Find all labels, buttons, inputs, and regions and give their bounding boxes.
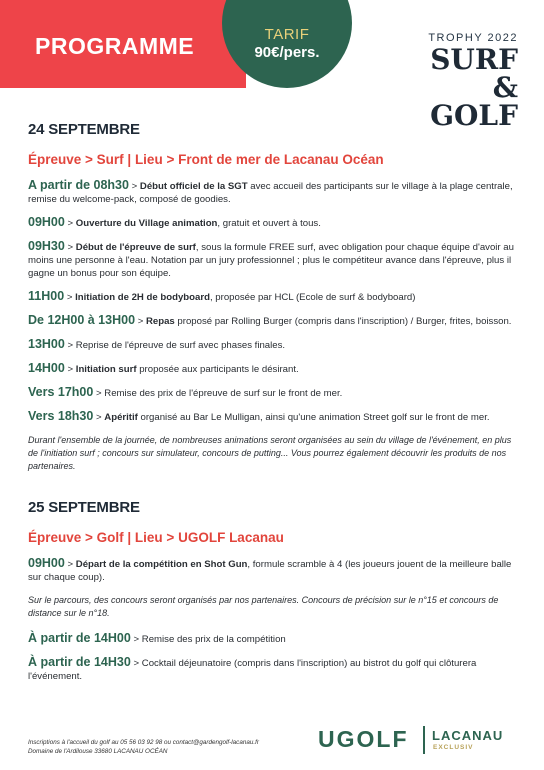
schedule-item: Vers 17h00 > Remise des prix de l'épreuve de surf sur le front de mer. bbox=[28, 385, 343, 399]
schedule-time: Vers 17h00 bbox=[28, 385, 94, 399]
schedule-item: De 12H00 à 13H00 > Repas proposé par Rolling Burger (compris dans l'inscription) / Burger, frites, boisson. bbox=[28, 313, 512, 327]
schedule-item: 13H00 > Reprise de l'épreuve de surf avec phases finales. bbox=[28, 337, 286, 351]
schedule-item: 14H00 > Initiation surf proposée aux participants le désirant. bbox=[28, 361, 299, 375]
schedule-item: Vers 18h30 > Apéritif organisé au Bar Le Mulligan, ainsi qu'une animation Street golf sur le front de mer. bbox=[28, 409, 490, 423]
schedule-text: Remise des prix de l'épreuve de surf sur le front de mer. bbox=[104, 388, 343, 399]
schedule-text: avec accueil des participants sur le village à la plage centrale, remise du welcome-pack, composé de goodies. bbox=[28, 181, 513, 205]
schedule-highlight: Repas bbox=[145, 316, 175, 327]
schedule-time: 11H00 bbox=[28, 289, 65, 303]
schedule-highlight: Apéritif bbox=[104, 412, 138, 423]
schedule-item: À partir de 14H30 > Cocktail déjeunatoire (compris dans l'inscription) au bistrot du golf qui clôturera l'événement. bbox=[28, 655, 477, 682]
schedule-highlight: Ouverture du Village animation bbox=[75, 218, 218, 229]
brand-line-surf: SURF bbox=[430, 43, 518, 76]
schedule-time: 13H00 bbox=[28, 337, 65, 351]
schedule-text: Cocktail déjeunatoire (compris dans l'inscription) au bistrot du golf qui clôturera l'événement. bbox=[28, 658, 477, 682]
schedule-item: À partir de 14H00 > Remise des prix de la compétition bbox=[28, 631, 286, 645]
day-title-24: 24 SEPTEMBRE bbox=[28, 121, 140, 138]
schedule-highlight: Initiation de 2H de bodyboard bbox=[75, 292, 210, 303]
schedule-time: 09H00 bbox=[28, 215, 65, 229]
schedule-item: A partir de 08h30 > Début officiel de la SGT avec accueil des participants sur le village à la plage centrale, remise du welcome-pack, composé de goodies. bbox=[28, 178, 513, 205]
schedule-highlight: Départ de la compétition en Shot Gun bbox=[75, 559, 248, 570]
schedule-text: Remise des prix de la compétition bbox=[141, 634, 286, 645]
schedule-time: 14H00 bbox=[28, 361, 65, 375]
schedule-text: proposée aux participants le désirant. bbox=[136, 364, 299, 375]
tarif-label: TARIF bbox=[264, 26, 310, 43]
brand-line-golf: & GOLF bbox=[430, 71, 518, 132]
epreuve-golf: Épreuve > Golf | Lieu > UGOLF Lacanau bbox=[28, 530, 284, 545]
schedule-time: À partir de 14H00 bbox=[28, 631, 131, 645]
trophy-label: TROPHY 2022 bbox=[428, 32, 518, 44]
contact-line: Inscriptions à l'accueil du golf au 05 56 03 92 98 ou contact@gardengolf-lacanau.fr bbox=[28, 739, 259, 746]
schedule-text: , sous la formule FREE surf, avec obligation pour chaque équipe d'avoir au moins une personne à l'eau. Notation par un jury professionnel ; plus le compétiteur avance dans l'épreuve, plus il gagne un bonus pour son équipe. bbox=[28, 242, 514, 279]
epreuve-surf: Épreuve > Surf | Lieu > Front de mer de Lacanau Océan bbox=[28, 152, 384, 167]
schedule-time: Vers 18h30 bbox=[28, 409, 94, 423]
schedule-time: À partir de 14H30 bbox=[28, 655, 131, 669]
schedule-highlight: Initiation surf bbox=[75, 364, 137, 375]
schedule-time: 09H00 bbox=[28, 556, 65, 570]
logo-divider bbox=[423, 726, 425, 754]
schedule-text: Reprise de l'épreuve de surf avec phases finales. bbox=[75, 340, 286, 351]
program-content bbox=[28, 121, 520, 693]
schedule-item: 09H30 > Début de l'épreuve de surf, sous la formule FREE surf, avec obligation pour chaque équipe d'avoir au moins une personne à l'eau. Notation par un jury professionnel ; plus le compétiteur avance dans l'épreuve, plus il gagne un bonus pour son équipe. bbox=[28, 239, 514, 279]
schedule-text: , gratuit et ouvert à tous. bbox=[217, 218, 321, 229]
schedule-text: , formule scramble à 4 (les joueurs jouent de la meilleure balle sur chaque coup). bbox=[28, 559, 512, 583]
schedule-item: 09H00 > Ouverture du Village animation, gratuit et ouvert à tous. bbox=[28, 215, 321, 229]
footer-contact bbox=[28, 738, 259, 756]
event-brand bbox=[398, 43, 518, 132]
tarif-price: 90€/pers. bbox=[254, 44, 320, 61]
day-title-25: 25 SEPTEMBRE bbox=[28, 499, 140, 516]
programme-title: PROGRAMME bbox=[35, 33, 195, 59]
lacanau-logo: LACANAU bbox=[432, 728, 504, 743]
schedule-item: 09H00 > Départ de la compétition en Shot Gun, formule scramble à 4 (les joueurs jouent de la meilleure balle sur chaque coup). bbox=[28, 556, 512, 583]
schedule-text: , proposée par HCL (Ecole de surf & bodyboard) bbox=[209, 292, 416, 303]
day2-note: Sur le parcours, des concours seront organisés par nos partenaires. Concours de précision sur le n°15 et concours de distance sur le n°18. bbox=[28, 595, 499, 618]
schedule-item: 11H00 > Initiation de 2H de bodyboard, proposée par HCL (Ecole de surf & bodyboard) bbox=[28, 289, 416, 303]
programme-banner bbox=[0, 0, 246, 88]
schedule-highlight: Début de l'épreuve de surf bbox=[75, 242, 196, 253]
schedule-time: 09H30 bbox=[28, 239, 65, 253]
schedule-time: De 12H00 à 13H00 bbox=[28, 313, 136, 327]
exclusiv-label: EXCLUSIV bbox=[433, 744, 474, 751]
address-line: Domaine de l'Ardilouse 33680 LACANAU OCÉAN bbox=[28, 748, 168, 755]
schedule-text: organisé au Bar Le Mulligan, ainsi qu'une animation Street golf sur le front de mer. bbox=[137, 412, 490, 423]
schedule-time: A partir de 08h30 bbox=[28, 178, 129, 192]
day1-note: Durant l'ensemble de la journée, de nombreuses animations seront organisées au sein du village de l'événement, en plus de l'initiation surf ; concours sur simulateur, concours de putting... Vous pourrez également découvrir les produits de nos partenaires. bbox=[28, 435, 512, 471]
ugolf-logo: UGOLF bbox=[318, 726, 409, 752]
schedule-text: proposé par Rolling Burger (compris dans l'inscription) / Burger, frites, boisson. bbox=[174, 316, 512, 327]
schedule-highlight: Début officiel de la SGT bbox=[139, 181, 248, 192]
